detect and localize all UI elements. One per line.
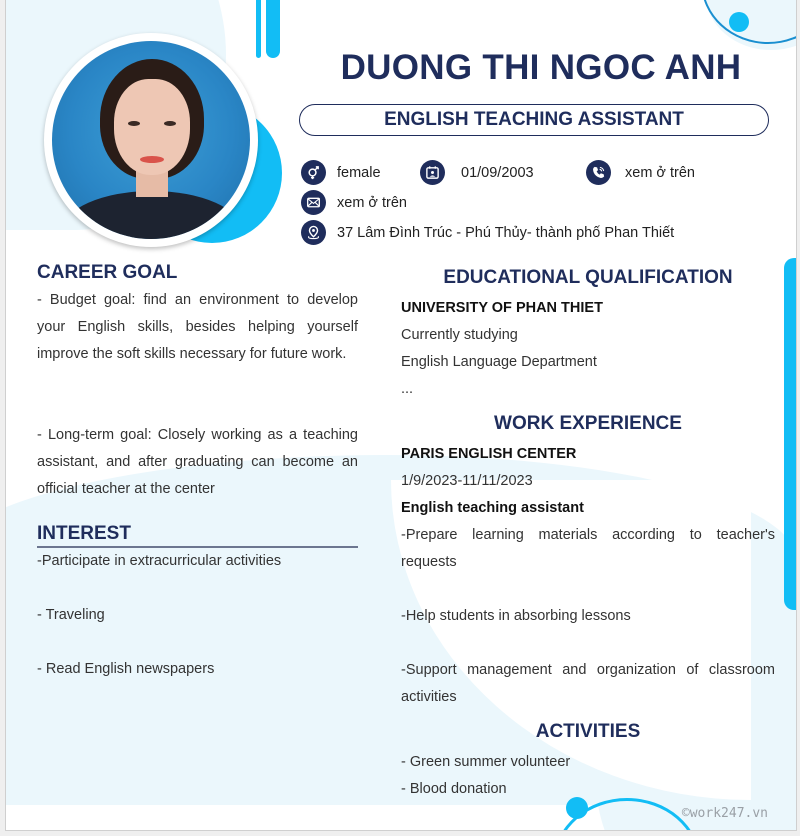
candidate-name: DUONG THI NGOC ANH: [340, 48, 742, 87]
decorative-dot: [566, 797, 588, 819]
education-status: Currently studying: [401, 327, 518, 343]
education-heading: EDUCATIONAL QUALIFICATION: [443, 267, 733, 288]
avatar-photo: [52, 41, 250, 239]
contact-birthday: [420, 160, 534, 185]
career-goal-heading: CAREER GOAL: [37, 262, 178, 283]
work-heading: WORK EXPERIENCE: [494, 413, 682, 434]
work-period: 1/9/2023-11/11/2023: [401, 473, 533, 489]
interest-item: - Traveling: [37, 607, 105, 623]
career-goal-budget: - Budget goal: find an environment to develop your English skills, besides helping yourself improve the soft skills necessary for future work.: [37, 292, 358, 362]
avatar-frame: [44, 33, 258, 247]
email-value: xem ở trên: [337, 194, 407, 211]
side-accent-bar: [784, 258, 796, 610]
contact-gender: [301, 160, 381, 185]
activities-heading: ACTIVITIES: [535, 721, 641, 742]
watermark: ©work247.vn: [681, 806, 768, 821]
phone-icon: [586, 160, 611, 185]
phone-value: xem ở trên: [625, 164, 695, 181]
birthday-value: 01/09/2003: [461, 164, 534, 181]
accent-bar: [266, 0, 280, 58]
work-duty: -Prepare learning materials according to teacher's requests: [401, 527, 775, 570]
education-department: English Language Department: [401, 354, 597, 370]
interest-item: - Read English newspapers: [37, 661, 215, 677]
interest-item: -Participate in extracurricular activities: [37, 553, 282, 569]
gender-value: female: [337, 164, 381, 181]
calendar-icon: [420, 160, 445, 185]
contact-phone: [586, 160, 695, 185]
work-duty: -Support management and organization of classroom activities: [401, 662, 775, 705]
address-value: 37 Lâm Đình Trúc - Phú Thủy- thành phố Phan Thiết: [337, 224, 675, 241]
position-title: ENGLISH TEACHING ASSISTANT: [299, 104, 769, 136]
work-duty: -Help students in absorbing lessons: [401, 608, 631, 624]
contact-email: [301, 190, 407, 215]
gender-icon: [301, 160, 326, 185]
education-more: ...: [401, 381, 414, 397]
mail-icon: [301, 190, 326, 215]
activity-item: - Blood donation: [401, 781, 507, 797]
cv-page: [5, 0, 797, 831]
education-school: UNIVERSITY OF PHAN THIET: [401, 300, 603, 316]
decorative-dot: [729, 12, 749, 32]
work-role: English teaching assistant: [401, 500, 584, 516]
accent-bar: [256, 0, 261, 58]
activity-item: - Green summer volunteer: [401, 754, 571, 770]
contact-address: [301, 220, 674, 245]
interest-heading: INTEREST: [37, 523, 131, 544]
location-icon: [301, 220, 326, 245]
work-company: PARIS ENGLISH CENTER: [401, 446, 577, 462]
career-goal-long-term: - Long-term goal: Closely working as a teaching assistant, and after graduating can become an official teacher at the center: [37, 427, 358, 497]
